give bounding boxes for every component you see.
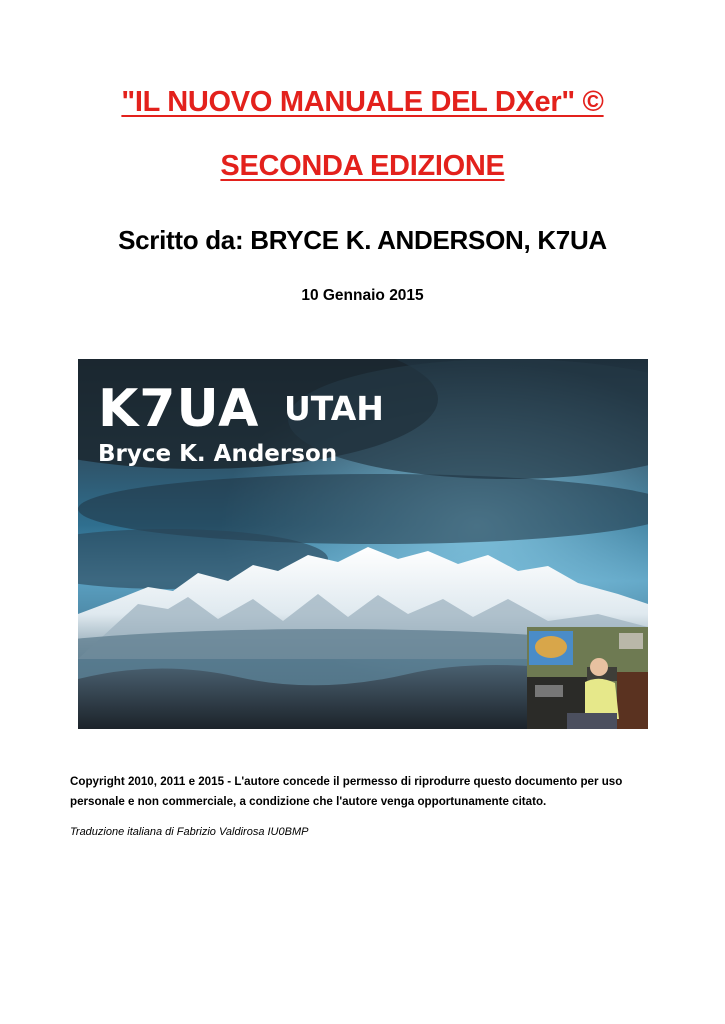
operator-photo (527, 627, 648, 729)
publication-date: 10 Gennaio 2015 (301, 287, 424, 304)
document-title: "IL NUOVO MANUALE DEL DXer" © (121, 86, 604, 118)
qsl-operator-name: Bryce K. Anderson (98, 441, 338, 467)
author-line: Scritto da: BRYCE K. ANDERSON, K7UA (118, 225, 607, 255)
qsl-state: UTAH (284, 389, 384, 428)
translation-credit: Traduzione italiana di Fabrizio Valdirosa IU0BMP (70, 826, 309, 838)
edition-subtitle: SECONDA EDIZIONE (220, 150, 505, 182)
copyright-notice: Copyright 2010, 2011 e 2015 - L'autore concede il permesso di riprodurre questo documento per uso personale e non commerciale, a condizione che l'autore venga opportunamente citato. (70, 775, 623, 808)
qsl-card-image (78, 359, 648, 729)
qsl-callsign: K7UA (98, 379, 260, 439)
